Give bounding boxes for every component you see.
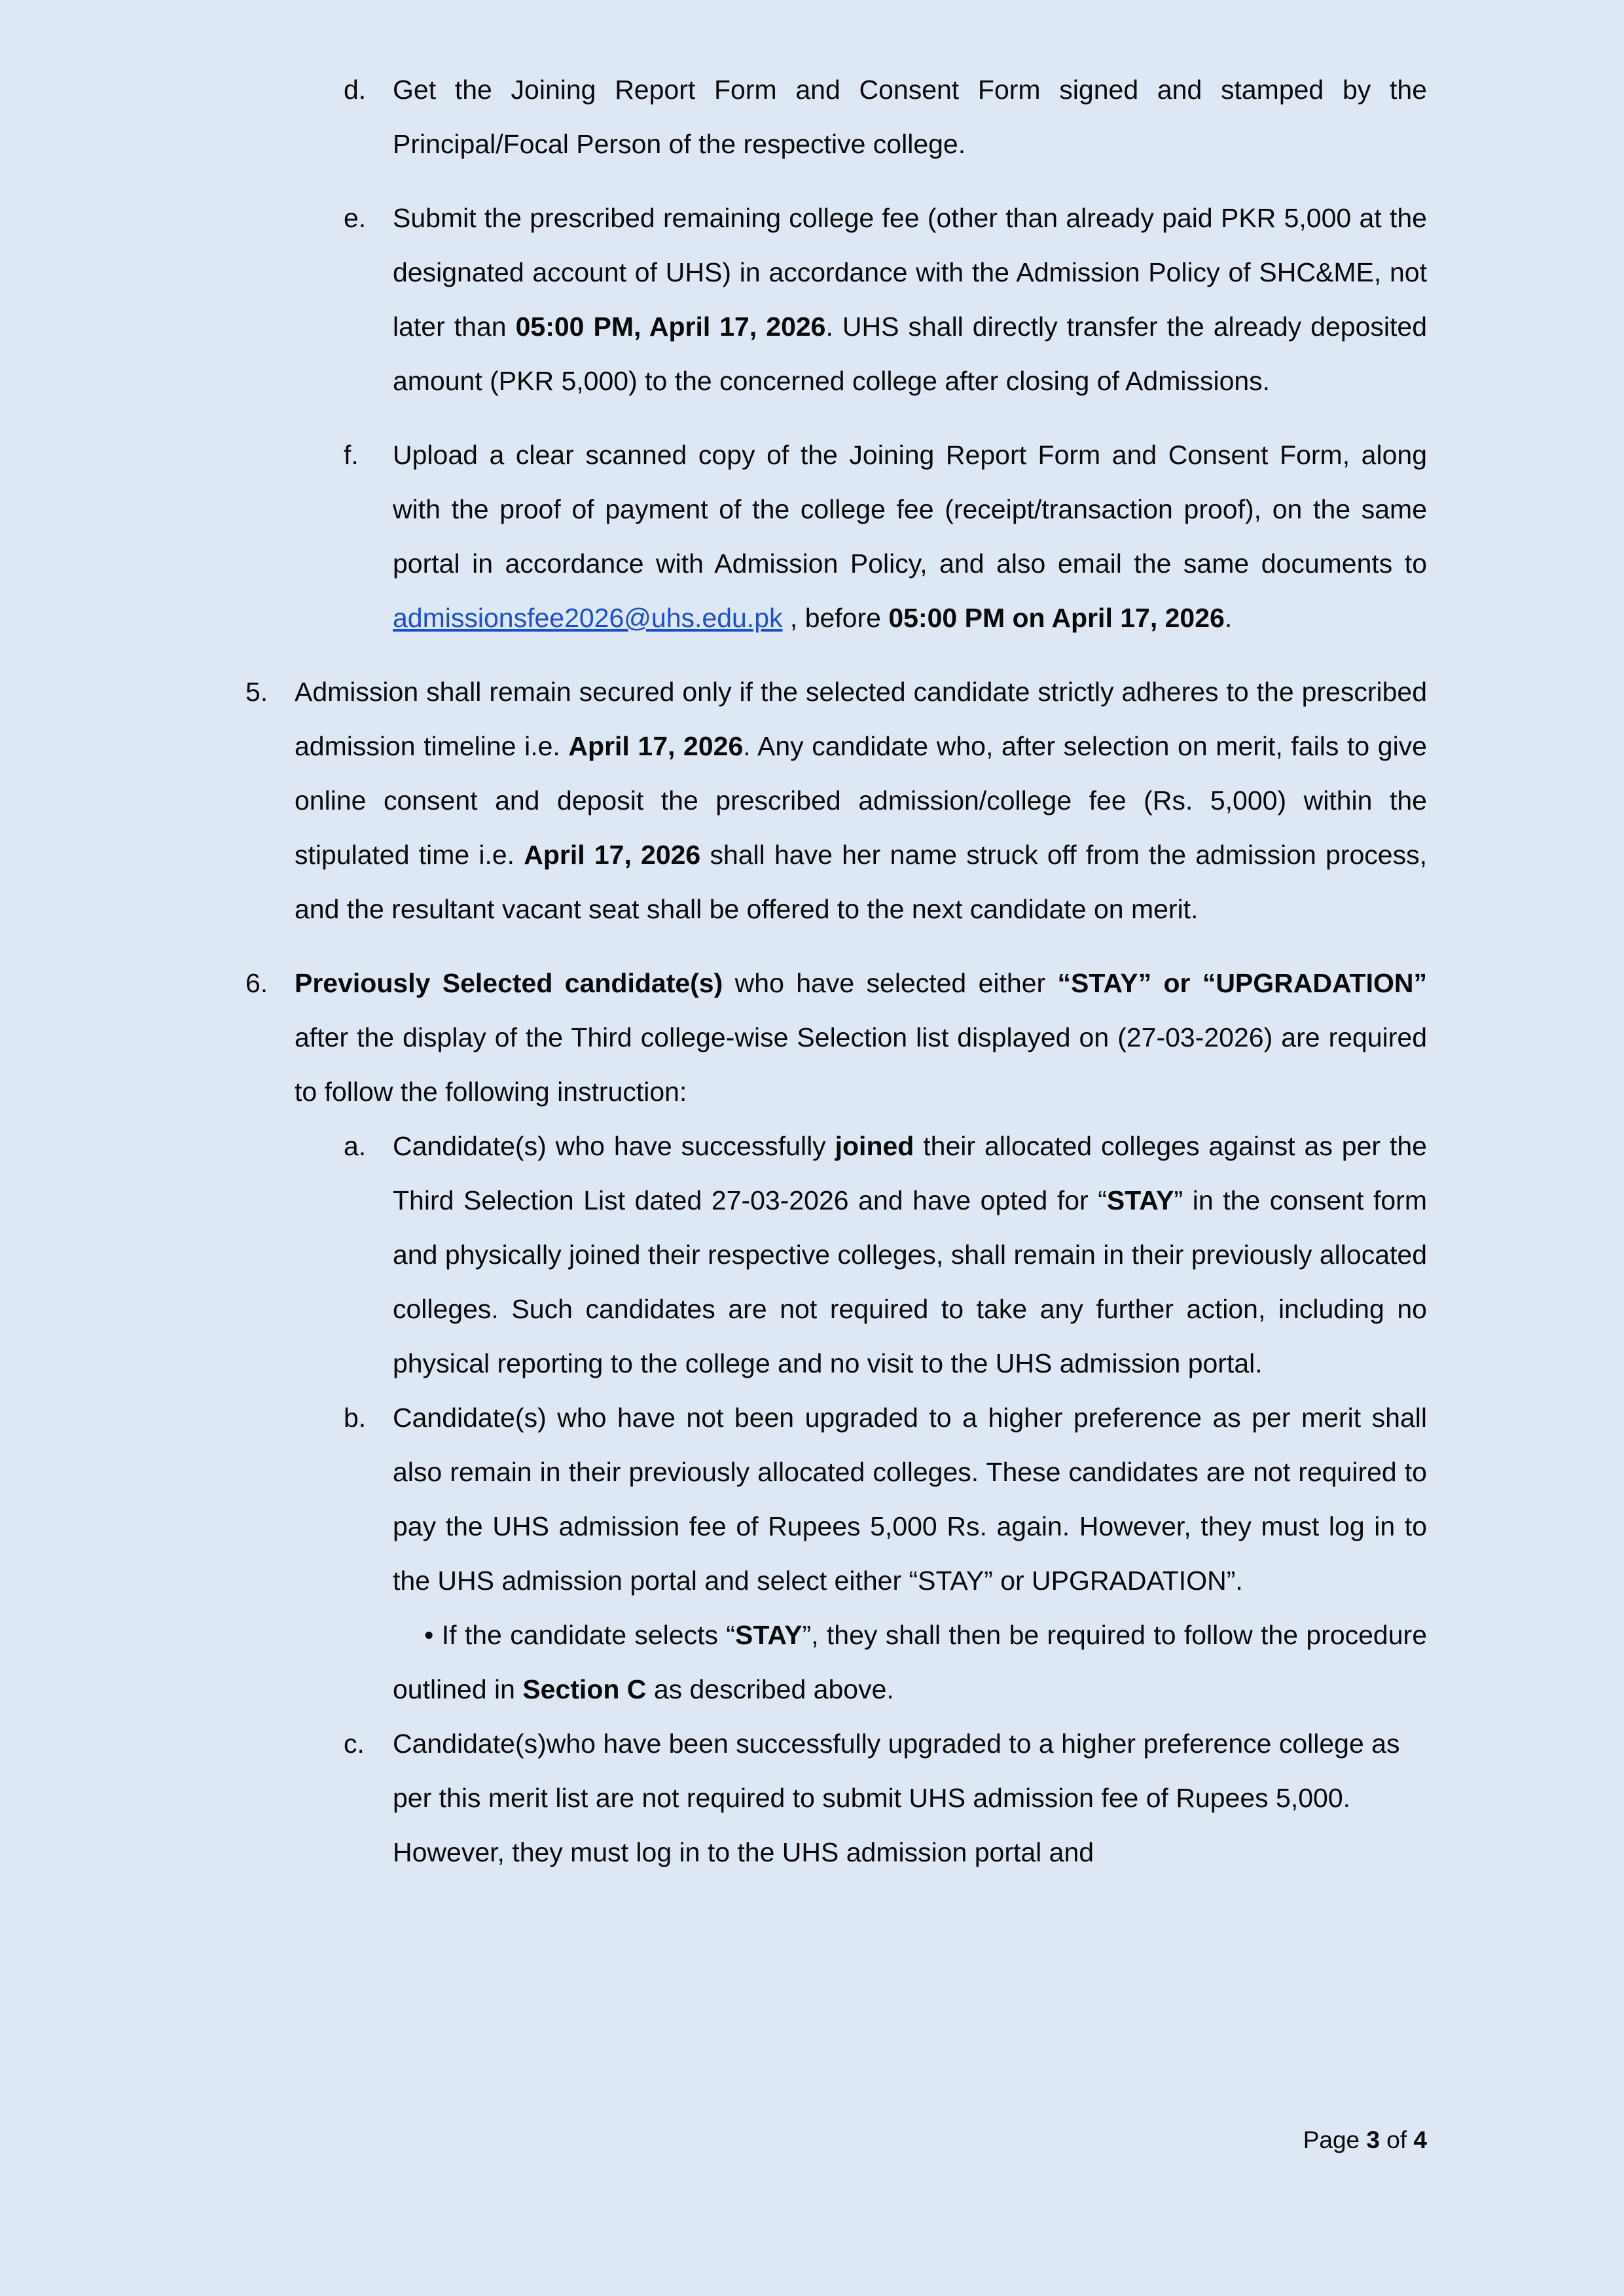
list-item-6 (0, 956, 1624, 1119)
list-marker-f: f. (344, 440, 359, 470)
list-item-5 (0, 665, 1624, 937)
text-6a-p2: their allocated colleges against as per the Third Selection List dated 27-03-2026 and have opted for “ (393, 1131, 1427, 1215)
text-6-bold-stay-upgradation: “STAY” or “UPGRADATION” (1057, 968, 1427, 998)
text-bullet-p1: If the candidate selects “ (433, 1620, 735, 1650)
document-content (0, 63, 1624, 1880)
footer-middle: of (1380, 2126, 1414, 2153)
text-f-bold-deadline: 05:00 PM on April 17, 2026 (888, 603, 1225, 633)
list-body-6c (393, 1717, 1427, 1880)
list-item-6c (0, 1717, 1624, 1880)
list-marker-d: d. (344, 75, 367, 105)
list-item-6a (0, 1119, 1624, 1391)
list-body-d (393, 63, 1427, 171)
text-e-p1: Submit the prescribed remaining college fee (other than already paid PKR 5,000 at the designated account of UHS) in accordance with the Admission Policy of SHC&ME, not later than (393, 203, 1427, 342)
text-f-p2: , before (782, 603, 889, 633)
text-5-p3: shall have her name struck off from the admission process, and the resultant vacant seat shall be offered to the next candidate on merit. (295, 840, 1427, 924)
text-bullet-bold-stay: STAY (734, 1620, 803, 1650)
list-body-5 (295, 665, 1427, 937)
list-item-e (0, 191, 1624, 408)
text-6a-bold-joined: joined (835, 1131, 914, 1161)
text-6-p1: who have selected either (723, 968, 1058, 998)
list-item-d (0, 63, 1624, 171)
text-6c-p1: Candidate(s)who have been successfully upgraded to a higher preference college as per this merit list are not required to submit UHS admission fee of Rupees 5,000. However, they must log in to the UHS admission portal and (393, 1729, 1400, 1867)
list-marker-6: 6. (245, 968, 268, 998)
text-6a-p1: Candidate(s) who have successfully (393, 1131, 835, 1161)
list-body-e (393, 191, 1427, 408)
bullet-dot-icon: • (424, 1620, 434, 1650)
list-item-6b (0, 1391, 1624, 1608)
text-6a-p3: ” in the consent form and physically joined their respective colleges, shall remain in their previously allocated colleges. Such candidates are not required to take any further action, including no physical reporting to the college and no visit to the UHS admission portal. (393, 1185, 1427, 1378)
text-bullet-p2: ”, they shall then be required to follow the procedure outlined in (393, 1620, 1427, 1704)
text-d-p1: Get the Joining Report Form and Consent Form signed and stamped by the Principal/Focal Person of the respective college. (393, 75, 1427, 159)
footer-total-pages: 4 (1413, 2126, 1427, 2153)
text-6a-bold-stay: STAY (1106, 1185, 1174, 1215)
text-6-p2: after the display of the Third college-wise Selection list displayed on (27-03-2026) are required to follow the following instruction: (295, 1022, 1427, 1107)
bullet-item-stay (0, 1608, 1624, 1717)
admissions-fee-email-link[interactable]: admissionsfee2026@uhs.edu.pk (393, 603, 783, 633)
text-bullet-bold-section-c: Section C (522, 1674, 647, 1704)
list-body-6 (295, 956, 1427, 1119)
text-e-bold-deadline: 05:00 PM, April 17, 2026 (515, 312, 826, 342)
list-body-f (393, 428, 1427, 645)
footer-current-page: 3 (1366, 2126, 1380, 2153)
list-marker-6a: a. (344, 1131, 367, 1161)
text-5-p1: Admission shall remain secured only if the selected candidate strictly adheres to the prescribed admission timeline i.e. (295, 677, 1427, 761)
footer-prefix: Page (1303, 2126, 1367, 2153)
list-marker-e: e. (344, 203, 367, 233)
text-f-p3: . (1224, 603, 1233, 633)
page-footer (1303, 2125, 1427, 2156)
list-marker-6b: b. (344, 1403, 367, 1433)
text-bullet-p3: as described above. (646, 1674, 894, 1704)
text-6b-p1: Candidate(s) who have not been upgraded to a higher preference as per merit shall also remain in their previously allocated colleges. These candidates are not required to pay the UHS admission fee of Rupees 5,000 Rs. again. However, they must log in to the UHS admission portal and select either “STAY” or UPGRADATION”. (393, 1403, 1427, 1596)
list-marker-5: 5. (245, 677, 268, 707)
text-6-bold-previously-selected: Previously Selected candidate(s) (295, 968, 723, 998)
list-item-f (0, 428, 1624, 645)
text-5-bold-date-2: April 17, 2026 (524, 840, 701, 870)
text-5-bold-date-1: April 17, 2026 (568, 731, 744, 761)
list-body-6a (393, 1119, 1427, 1391)
list-marker-6c: c. (344, 1729, 365, 1759)
text-e-p2: . UHS shall directly transfer the already deposited amount (PKR 5,000) to the concerned college after closing of Admissions. (393, 312, 1427, 396)
text-f-p1: Upload a clear scanned copy of the Joining Report Form and Consent Form, along with the proof of payment of the college fee (receipt/transaction proof), on the same portal in accordance with Admission Policy, and also email the same documents to (393, 440, 1427, 579)
text-5-p2: . Any candidate who, after selection on merit, fails to give online consent and deposit the prescribed admission/college fee (Rs. 5,000) within the stipulated time i.e. (295, 731, 1427, 870)
list-body-6b (393, 1391, 1427, 1608)
